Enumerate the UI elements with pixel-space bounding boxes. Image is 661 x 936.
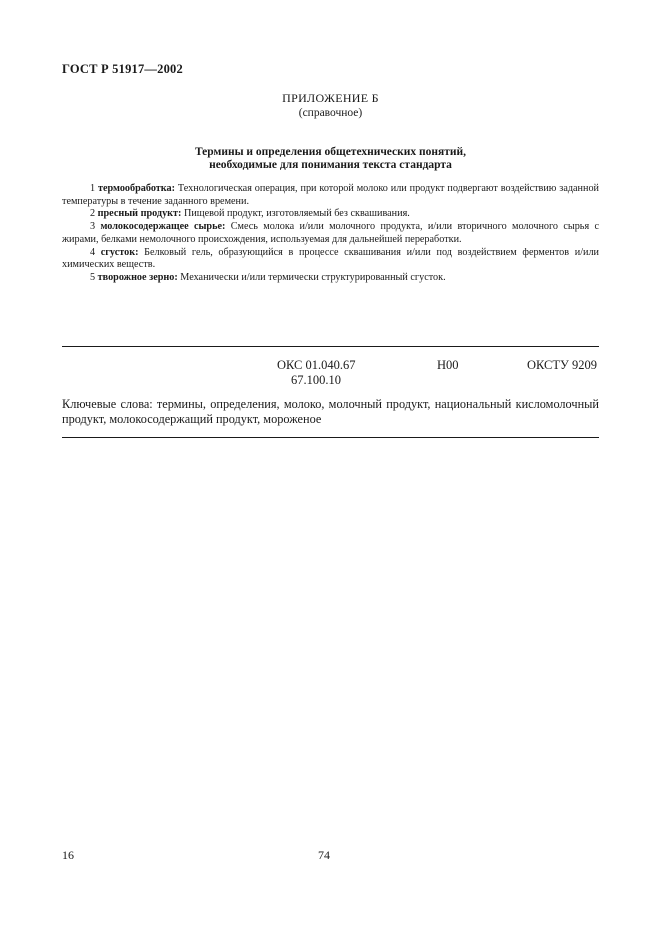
page-number-center: 74 xyxy=(318,848,330,862)
term-item xyxy=(62,183,599,208)
term-number: 2 xyxy=(90,208,96,220)
page-number-left: 16 xyxy=(62,848,74,862)
term-definition: Смесь молока и/или молочного продукта, и/или вторичного молочного сырья с жирами, белками немолочного происхождения, используемая для дальнейшей переработки. xyxy=(62,221,599,245)
okstu-code: ОКСТУ 9209 xyxy=(527,358,598,372)
standard-code: ГОСТ Р 51917—2002 xyxy=(62,62,183,76)
term-name: молокосодержащее сырье: xyxy=(100,221,226,233)
oks-code xyxy=(277,358,356,388)
divider-bottom xyxy=(62,437,599,438)
terms-heading-line-2: необходимые для понимания текста стандарта xyxy=(209,159,452,171)
term-name: пресный продукт: xyxy=(97,208,182,220)
divider-top xyxy=(62,346,599,347)
term-item xyxy=(62,208,599,221)
term-definition: Пищевой продукт, изготовляемый без сквашивания. xyxy=(183,208,410,220)
term-number: 1 xyxy=(90,183,96,194)
term-number: 5 xyxy=(90,271,96,283)
term-number: 4 xyxy=(90,246,96,258)
term-definition: Технологическая операция, при которой молоко или продукт подвергают воздействию заданной температуры в течение заданного времени. xyxy=(62,183,600,207)
term-name: творожное зерно: xyxy=(97,271,178,283)
term-name: сгусток: xyxy=(100,246,139,258)
oks-code-line-2: 67.100.10 xyxy=(291,373,341,387)
appendix-title: ПРИЛОЖЕНИЕ Б xyxy=(282,91,379,105)
terms-heading-line-1: Термины и определения общетехнических понятий, xyxy=(194,146,467,158)
terms-heading xyxy=(0,146,661,172)
term-definition: Механически и/или термически структурированный сгусток. xyxy=(180,271,446,283)
term-item xyxy=(62,247,599,272)
oks-code-line-1: ОКС 01.040.67 xyxy=(277,358,356,372)
term-number: 3 xyxy=(90,221,96,233)
terms-list xyxy=(62,183,599,285)
keywords: Ключевые слова: термины, определения, молоко, молочный продукт, национальный кисломолочный продукт, молокосодержащий продукт, мороженое xyxy=(62,397,599,426)
term-item xyxy=(62,272,599,285)
term-name: термообработка: xyxy=(98,183,176,194)
term-definition: Белковый гель, образующийся в процессе сквашивания и/или под воздействием ферментов и/или химических веществ. xyxy=(62,246,600,271)
appendix-subtitle: (справочное) xyxy=(298,107,363,119)
group-code: Н00 xyxy=(437,358,459,372)
term-item xyxy=(62,221,599,246)
